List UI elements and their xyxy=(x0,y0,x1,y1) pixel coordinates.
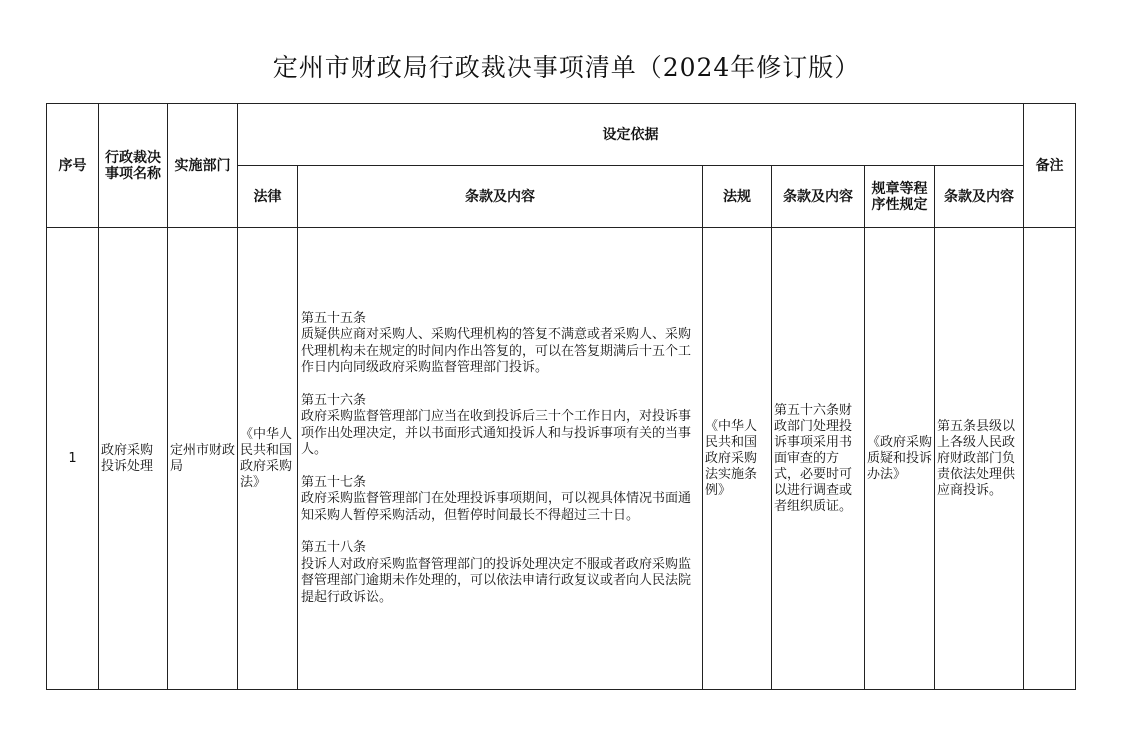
header-seq: 序号 xyxy=(47,104,99,228)
law-clause-number: 第五十五条 xyxy=(301,310,367,326)
cell-department: 定州市财政局 xyxy=(168,228,238,690)
header-rules-clauses: 条款及内容 xyxy=(935,166,1024,228)
adjudication-table xyxy=(46,103,1076,690)
law-clause-text: 质疑供应商对采购人、采购代理机构的答复不满意或者采购人、采购代理机构未在规定的时间内作出答复的，可以在答复期满后十五个工作日内向同级政府采购监督管理部门投诉。 xyxy=(301,327,692,376)
header-department: 实施部门 xyxy=(168,104,238,228)
cell-remarks xyxy=(1024,228,1076,690)
law-clause-text: 投诉人对政府采购监督管理部门的投诉处理决定不服或者政府采购监督管理部门逾期未作处理的，可以依法申请行政复议或者向人民法院提起行政诉讼。 xyxy=(301,556,692,605)
header-law-clauses: 条款及内容 xyxy=(298,166,703,228)
header-basis-group: 设定依据 xyxy=(238,104,1024,166)
cell-rules: 《政府采购质疑和投诉办法》 xyxy=(865,228,935,690)
header-regulation: 法规 xyxy=(703,166,772,228)
law-clause xyxy=(301,311,699,377)
header-remarks: 备注 xyxy=(1024,104,1076,228)
header-row-1 xyxy=(47,104,1076,166)
header-regulation-clauses: 条款及内容 xyxy=(772,166,865,228)
law-clause xyxy=(301,475,699,525)
cell-regulation: 《中华人民共和国政府采购法实施条例》 xyxy=(703,228,772,690)
cell-law: 《中华人民共和国政府采购法》 xyxy=(238,228,298,690)
table-row xyxy=(47,228,1076,690)
cell-law-clauses xyxy=(298,228,703,690)
cell-regulation-clauses: 第五十六条财政部门处理投诉事项采用书面审查的方式，必要时可以进行调查或者组织质证。 xyxy=(772,228,865,690)
law-clause-number: 第五十七条 xyxy=(301,474,367,490)
law-clause-number: 第五十八条 xyxy=(301,540,367,556)
header-item-name: 行政裁决事项名称 xyxy=(99,104,168,228)
law-clause xyxy=(301,393,699,459)
cell-seq: 1 xyxy=(47,228,99,690)
cell-item-name: 政府采购投诉处理 xyxy=(99,228,168,690)
header-rules: 规章等程序性规定 xyxy=(865,166,935,228)
cell-rules-clauses: 第五条县级以上各级人民政府财政部门负责依法处理供应商投诉。 xyxy=(935,228,1024,690)
law-clause-number: 第五十六条 xyxy=(301,392,367,408)
law-clause-text: 政府采购监督管理部门在处理投诉事项期间，可以视具体情况书面通知采购人暂停采购活动，但暂停时间最长不得超过三十日。 xyxy=(301,491,692,523)
law-clause xyxy=(301,540,699,606)
document-title: 定州市财政局行政裁决事项清单（2024年修订版） xyxy=(272,53,861,82)
header-law: 法律 xyxy=(238,166,298,228)
law-clause-text: 政府采购监督管理部门应当在收到投诉后三十个工作日内，对投诉事项作出处理决定，并以书面形式通知投诉人和与投诉事项有关的当事人。 xyxy=(301,409,692,458)
